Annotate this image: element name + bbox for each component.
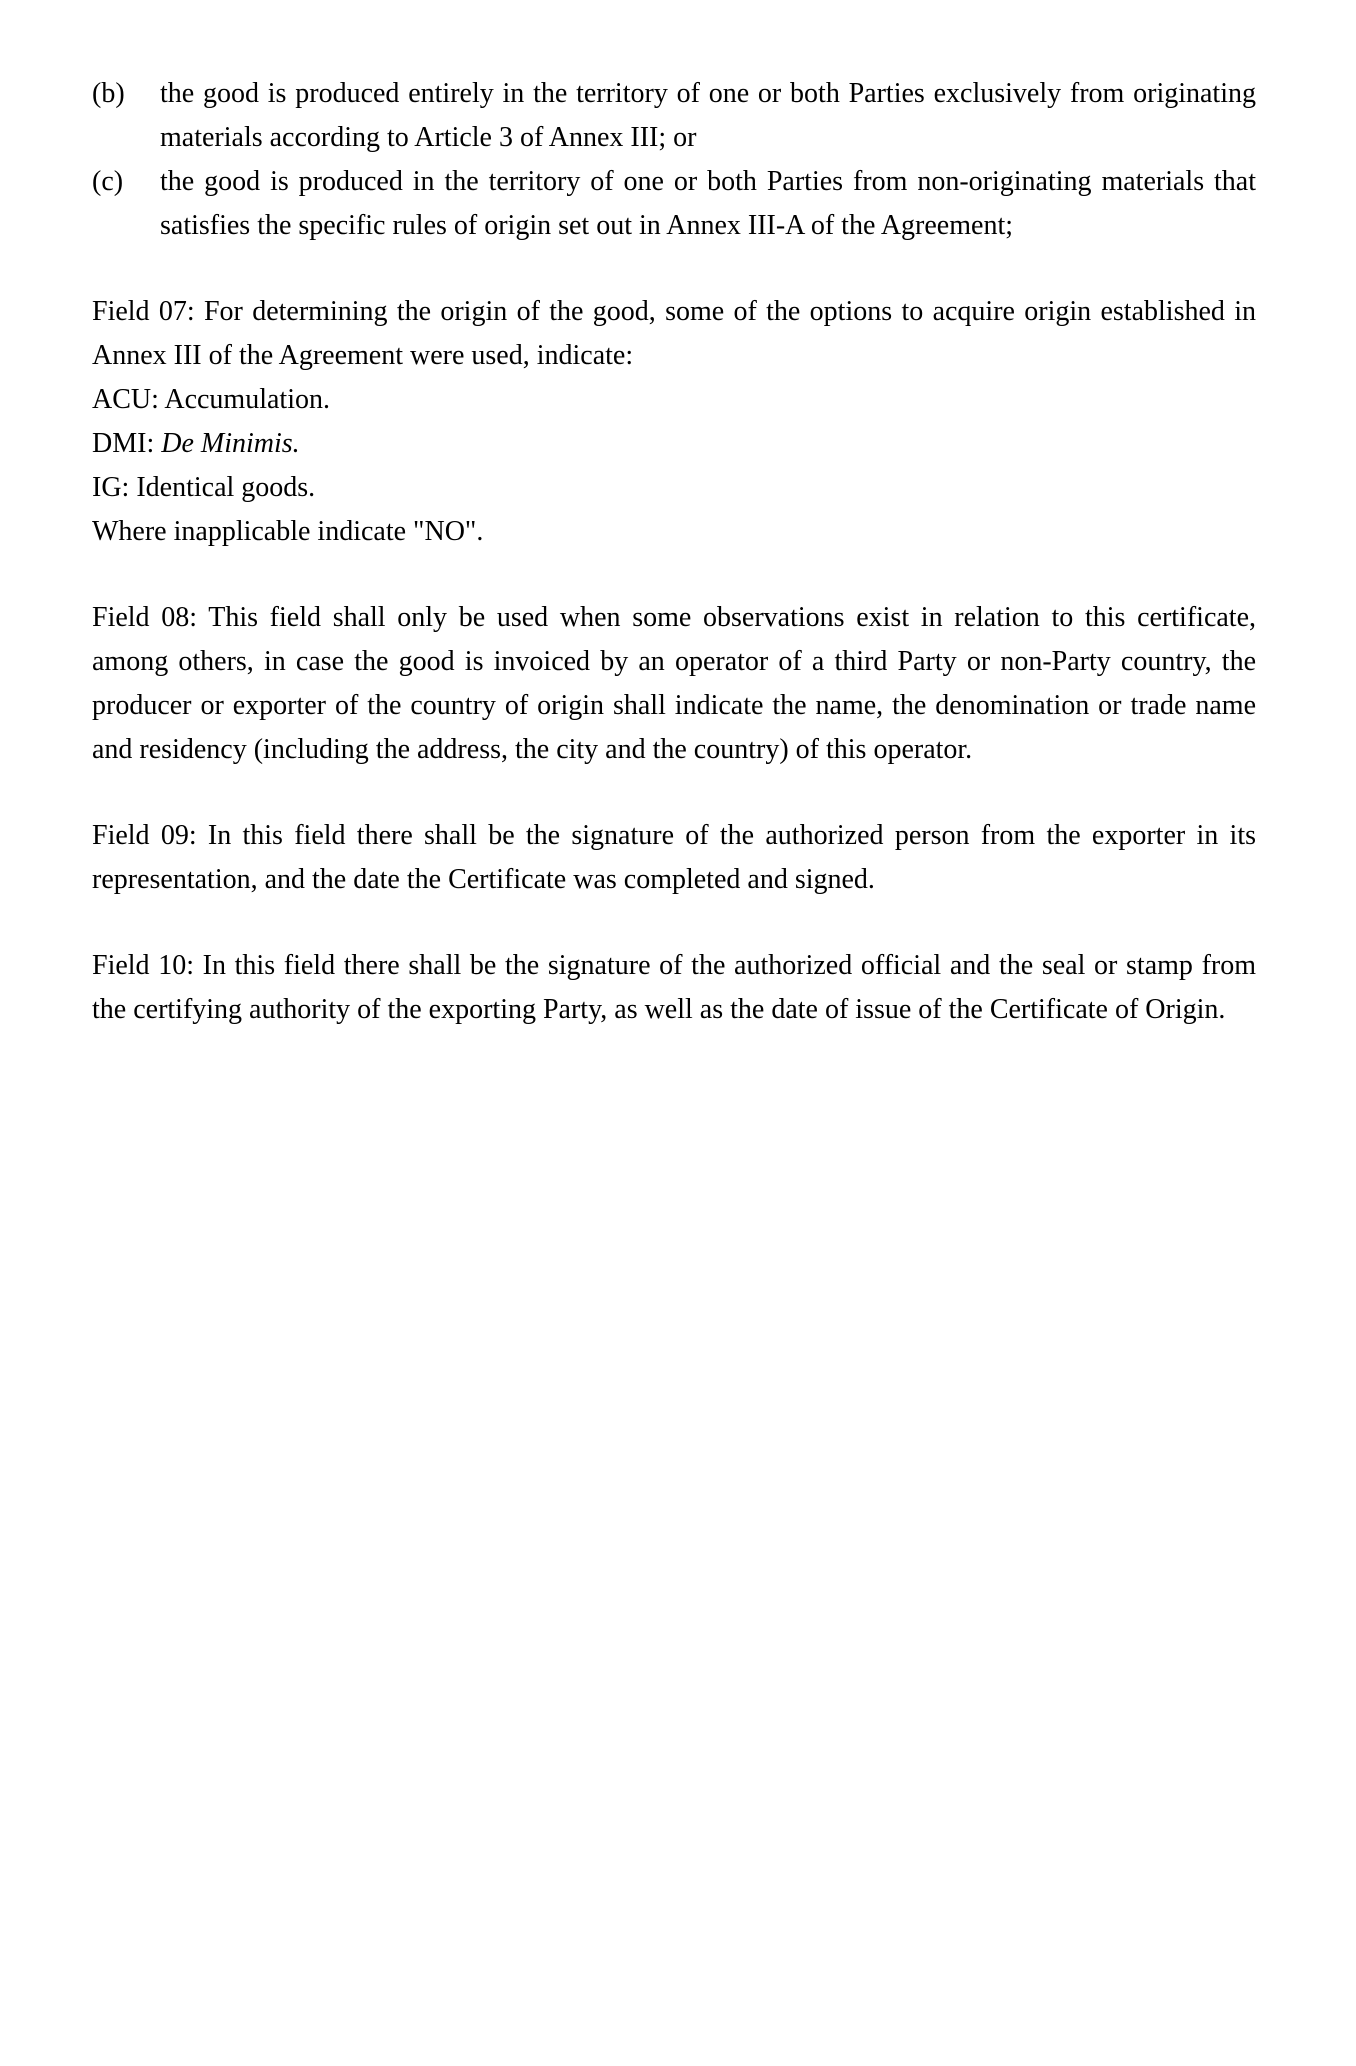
field-07-ig-line: IG: Identical goods. (92, 472, 316, 503)
field-10-paragraph: Field 10: In this field there shall be the signature of the authorized official and the seal or stamp from the certifying authority of the exporting Party, as well as the date of issue of the Certificate of Origin. (92, 950, 1256, 1025)
list-item-c-text: the good is produced in the territory of one or both Parties from non-originating materials that satisfies the specific rules of origin set out in Annex III-A of the Agreement; (160, 166, 1256, 241)
list-item-c-marker: (c) (92, 166, 124, 197)
list-item-b-marker: (b) (92, 78, 125, 109)
field-07-intro: Field 07: For determining the origin of the good, some of the options to acquire origin established in Annex III of the Agreement were used, indicate: (92, 296, 1256, 371)
field-09-paragraph: Field 09: In this field there shall be the signature of the authorized person from the exporter in its representation, and the date the Certificate was completed and signed. (92, 820, 1256, 895)
field-08-paragraph: Field 08: This field shall only be used when some observations exist in relation to this certificate, among others, in case the good is invoiced by an operator of a third Party or non-Party country, the producer or exporter of the country of origin shall indicate the name, the denomination or trade name and residency (including the address, the city and the country) of this operator. (92, 602, 1256, 765)
field-07-acu-line: ACU: Accumulation. (92, 384, 330, 415)
field-07-dmi-italic: De Minimis. (161, 428, 300, 459)
list-item-c (92, 160, 1256, 248)
list-item-b (92, 72, 1256, 160)
field-07-dmi-label: DMI: (92, 428, 162, 459)
field-07-dmi-line (92, 422, 1256, 466)
field-07-section (92, 290, 1256, 554)
list-item-b-text: the good is produced entirely in the territory of one or both Parties exclusively from originating materials according to Article 3 of Annex III; or (160, 78, 1256, 153)
field-07-where-line: Where inapplicable indicate "NO". (92, 516, 484, 547)
